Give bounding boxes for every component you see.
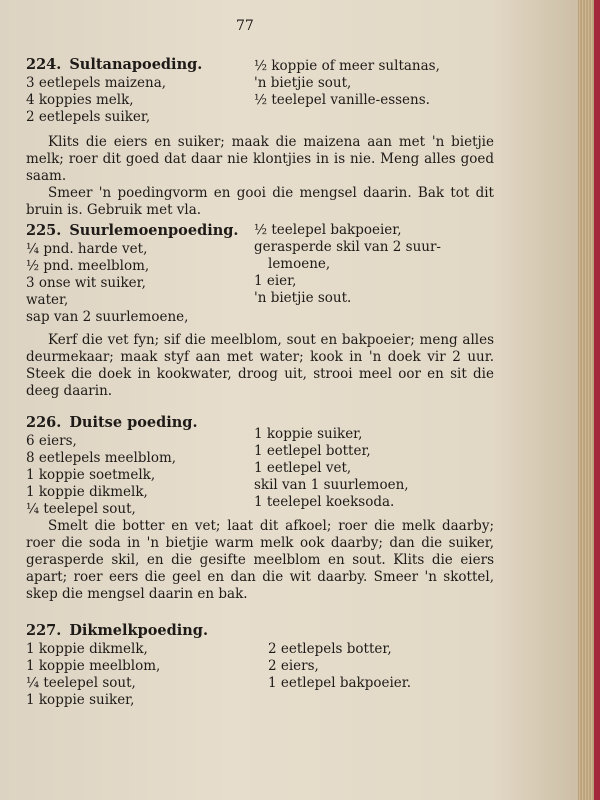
ingredient: 'n bietjie sout,	[254, 75, 352, 91]
instruction-paragraph: Smeer 'n poedingvorm en gooi die mengsel daarin. Bak tot dit bruin is. Gebruik met vla.	[26, 185, 494, 218]
ingredient: 1 koppie meelblom,	[26, 658, 161, 674]
ingredients-left	[26, 241, 188, 326]
recipe-226	[26, 414, 496, 602]
ingredients-right	[254, 222, 441, 307]
ingredient: ½ teelepel vanille-essens.	[254, 92, 430, 108]
ingredient: 1 koppie dikmelk,	[26, 641, 148, 657]
instructions	[26, 332, 494, 400]
instruction-paragraph: Kerf die vet fyn; sif die meelblom, sout en bakpoeier; meng alles deurmekaar; maak styf aan met water; kook in 'n doek vir 2 uur. Steek die doek in kookwater, droog uit, strooi meel oor en sit die deeg daarin.	[26, 332, 494, 399]
recipe-name: Suurlemoenpoeding.	[69, 222, 239, 239]
ingredient: 2 eiers,	[268, 658, 319, 674]
ingredient: 1 eetlepel botter,	[254, 443, 371, 459]
ingredient: 1 koppie dikmelk,	[26, 484, 148, 500]
recipe-227	[26, 622, 496, 713]
ingredient: sap van 2 suurlemoene,	[26, 309, 189, 325]
ingredient: 'n bietjie sout.	[254, 290, 352, 306]
recipe-name: Sultanapoeding.	[69, 56, 203, 73]
ingredient: ½ koppie of meer sultanas,	[254, 58, 440, 74]
instruction-paragraph: Smelt die botter en vet; laat dit afkoel; roer die melk daarby; roer die soda in 'n bietjie warm melk ook daarby; dan die suiker, gerasperde skil, en die gesifte meelblom en sout. Klits die eiers apart; roer eers die geel en dan die wit daarby. Smeer 'n skottel, skep die mengsel daarin en bak.	[26, 518, 494, 602]
recipe-number: 225.	[26, 222, 62, 239]
ingredient: ¼ teelepel sout,	[26, 501, 136, 517]
ingredient: 1 eier,	[254, 273, 297, 289]
ingredient: 2 eetlepels suiker,	[26, 109, 151, 125]
ingredient: 3 eetlepels maizena,	[26, 75, 167, 91]
ingredient: 8 eetlepels meelblom,	[26, 450, 177, 466]
ingredient: gerasperde skil van 2 suur-	[254, 239, 441, 255]
ingredient: 1 teelepel koeksoda.	[254, 494, 395, 510]
instructions	[26, 134, 494, 219]
recipe-name: Duitse poeding.	[69, 414, 198, 431]
recipe-number: 227.	[26, 622, 62, 639]
ingredient: ½ teelepel bakpoeier,	[254, 222, 402, 238]
recipe-name: Dikmelkpoeding.	[69, 622, 208, 639]
ingredient: water,	[26, 292, 69, 308]
recipe-title	[26, 622, 496, 639]
book-page-edge	[578, 0, 600, 800]
ingredients-right	[254, 426, 409, 511]
ingredient: 1 koppie suiker,	[254, 426, 363, 442]
ingredient: lemoene,	[268, 256, 331, 272]
ingredients-left	[26, 433, 176, 518]
ingredient: 1 eetlepel bakpoeier.	[268, 675, 412, 691]
instruction-paragraph: Klits die eiers en suiker; maak die maizena aan met 'n bietjie melk; roer dit goed dat daar nie klontjies in is nie. Meng alles goed saam.	[26, 134, 494, 184]
recipe-number: 226.	[26, 414, 62, 431]
recipe-number: 224.	[26, 56, 62, 73]
ingredient: 4 koppies melk,	[26, 92, 134, 108]
ingredients-right	[254, 58, 440, 109]
ingredient: 1 koppie suiker,	[26, 692, 135, 708]
ingredients-left	[26, 75, 166, 126]
ingredients-right	[268, 641, 411, 692]
ingredient: ¼ teelepel sout,	[26, 675, 136, 691]
ingredient: 1 koppie soetmelk,	[26, 467, 156, 483]
ingredient: 3 onse wit suiker,	[26, 275, 146, 291]
ingredient: 6 eiers,	[26, 433, 77, 449]
ingredient: 1 eetlepel vet,	[254, 460, 352, 476]
recipe-225	[26, 222, 496, 399]
recipe-224	[26, 56, 496, 218]
ingredient: ¼ pnd. harde vet,	[26, 241, 148, 257]
ingredient: ½ pnd. meelblom,	[26, 258, 150, 274]
page-number: 77	[236, 18, 254, 34]
ingredients-left	[26, 641, 160, 709]
instructions	[26, 518, 494, 603]
ingredient: skil van 1 suurlemoen,	[254, 477, 409, 493]
ingredient: 2 eetlepels botter,	[268, 641, 392, 657]
